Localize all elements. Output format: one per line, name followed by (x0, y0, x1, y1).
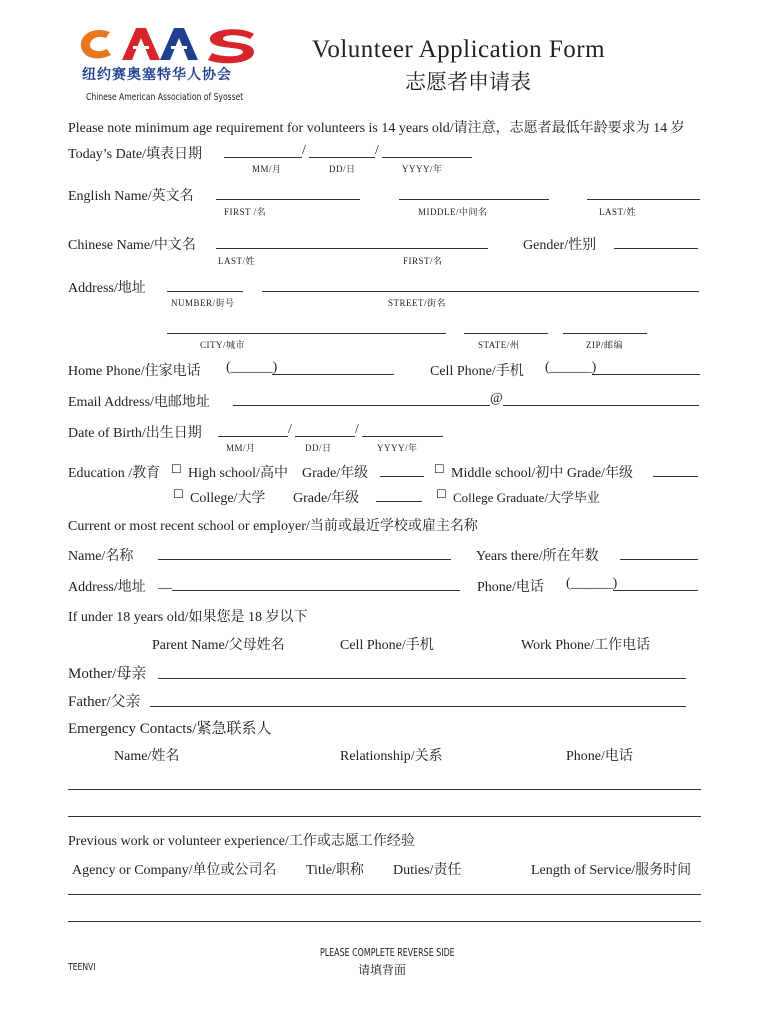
address-city-field[interactable] (167, 333, 446, 334)
under18-label: If under 18 years old/如果您是 18 岁以下 (68, 610, 308, 625)
english-middle-field[interactable] (399, 199, 549, 200)
email-label: Email Address/电邮地址 (68, 395, 210, 410)
high-school-label: High school/高中 (188, 466, 288, 481)
emergency-line-2[interactable] (68, 816, 701, 817)
middle-caption: MIDDLE/中间名 (418, 207, 488, 217)
parent-work-header: Work Phone/工作电话 (521, 638, 651, 653)
address-label: Address/地址 (68, 281, 146, 296)
parent-cell-header: Cell Phone/手机 (340, 638, 434, 653)
previous-label: Previous work or volunteer experience/工作或志愿工作经验 (68, 834, 415, 849)
length-header: Length of Service/服务时间 (531, 863, 692, 878)
dob-mm-caption: MM/月 (226, 443, 256, 453)
college-grade-label: Grade/年级 (293, 491, 360, 506)
dob-day-field[interactable] (295, 436, 355, 437)
today-year-field[interactable] (382, 157, 472, 158)
city-caption: CITY/城市 (200, 340, 245, 350)
reverse-side-note: PLEASE COMPLETE REVERSE SIDE (320, 946, 455, 959)
school-address-label: Address/地址 (68, 580, 146, 595)
home-phone-label: Home Phone/住家电话 (68, 364, 201, 379)
yyyy-caption: YYYY/年 (402, 164, 443, 174)
gender-field[interactable] (614, 248, 698, 249)
email-user-field[interactable] (233, 405, 490, 406)
email-domain-field[interactable] (503, 405, 699, 406)
english-name-label: English Name/英文名 (68, 189, 194, 204)
age-notice: Please note minimum age requirement for volunteers is 14 years old/请注意，志愿者最低年龄要求为 14 岁 (68, 121, 685, 136)
first-caption: FIRST /名 (224, 207, 267, 217)
number-caption: NUMBER/街号 (171, 298, 235, 308)
home-area-code: (______) (226, 360, 278, 375)
chinese-name-field[interactable] (216, 248, 488, 249)
reverse-side-note-chinese: 请填背面 (358, 963, 407, 977)
school-area-code: (______) (566, 576, 618, 591)
ms-grade-field[interactable] (653, 476, 698, 477)
school-phone-field[interactable] (613, 590, 698, 591)
duties-header: Duties/责任 (393, 863, 462, 878)
years-there-label: Years there/所在年数 (476, 549, 599, 564)
today-date-label: Today’s Date/填表日期 (68, 147, 202, 162)
gender-label: Gender/性别 (523, 238, 597, 253)
middle-school-checkbox[interactable]: ☐ (434, 462, 445, 476)
college-checkbox[interactable]: ☐ (173, 487, 184, 501)
college-grad-checkbox[interactable]: ☐ (436, 487, 447, 501)
chinese-name-label: Chinese Name/中文名 (68, 238, 196, 253)
experience-line-2[interactable] (68, 921, 701, 922)
dd-caption: DD/日 (329, 164, 356, 174)
org-name-english: Chinese American Association of Syosset (86, 92, 244, 103)
org-logo (78, 24, 258, 84)
dob-year-field[interactable] (362, 436, 443, 437)
address-state-field[interactable] (464, 333, 548, 334)
cell-phone-field[interactable] (592, 374, 700, 375)
email-at-sign: @ (490, 391, 503, 406)
school-name-label: Name/名称 (68, 549, 134, 564)
hs-grade-field[interactable] (380, 476, 424, 477)
date-separator: / (355, 422, 359, 437)
date-separator: / (375, 143, 379, 158)
cell-area-code: (______) (545, 360, 597, 375)
home-phone-field[interactable] (272, 374, 394, 375)
state-caption: STATE/州 (478, 340, 520, 350)
english-last-field[interactable] (587, 199, 700, 200)
dob-month-field[interactable] (218, 436, 288, 437)
college-grade-field[interactable] (376, 501, 422, 502)
cell-phone-label: Cell Phone/手机 (430, 364, 524, 379)
school-address-prefix: __ (158, 576, 172, 591)
mm-caption: MM/月 (252, 164, 282, 174)
footer-code: TEENVI (68, 962, 96, 973)
address-number-field[interactable] (167, 291, 243, 292)
today-month-field[interactable] (224, 157, 302, 158)
school-address-field[interactable] (172, 590, 460, 591)
parent-name-header: Parent Name/父母姓名 (152, 638, 285, 653)
date-separator: / (288, 422, 292, 437)
emergency-name-header: Name/姓名 (114, 749, 180, 764)
education-label: Education /教育 (68, 466, 161, 481)
hs-grade-label: Grade/年级 (302, 466, 369, 481)
logo-graphic (78, 24, 258, 64)
mother-field[interactable] (158, 678, 686, 679)
street-caption: STREET/街名 (388, 298, 446, 308)
emergency-relationship-header: Relationship/关系 (340, 749, 443, 764)
emergency-label: Emergency Contacts/紧急联系人 (68, 721, 272, 737)
cn-first-caption: FIRST/名 (403, 256, 443, 266)
org-name-chinese: 纽约赛奥塞特华人协会 (82, 67, 232, 83)
college-grad-label: College Graduate/大学毕业 (453, 490, 600, 505)
school-phone-label: Phone/电话 (477, 580, 544, 595)
form-title-english: Volunteer Application Form (312, 36, 606, 63)
last-caption: LAST/姓 (599, 207, 637, 217)
english-first-field[interactable] (216, 199, 360, 200)
address-street-field[interactable] (262, 291, 699, 292)
emergency-phone-header: Phone/电话 (566, 749, 633, 764)
today-day-field[interactable] (309, 157, 375, 158)
dob-dd-caption: DD/日 (305, 443, 332, 453)
form-title-chinese: 志愿者申请表 (405, 70, 531, 94)
dob-label: Date of Birth/出生日期 (68, 426, 202, 441)
middle-school-label: Middle school/初中 Grade/年级 (451, 466, 633, 481)
father-label: Father/父亲 (68, 694, 141, 710)
mother-label: Mother/母亲 (68, 666, 147, 682)
address-zip-field[interactable] (563, 333, 647, 334)
cn-last-caption: LAST/姓 (218, 256, 256, 266)
emergency-line-1[interactable] (68, 789, 701, 790)
college-label: College/大学 (190, 491, 266, 506)
agency-header: Agency or Company/单位或公司名 (72, 863, 277, 878)
current-school-label: Current or most recent school or employer/当前或最近学校或雇主名称 (68, 519, 478, 534)
title-header: Title/职称 (306, 863, 364, 878)
school-name-field[interactable] (158, 559, 451, 560)
experience-line-1[interactable] (68, 894, 701, 895)
zip-caption: ZIP/邮编 (586, 340, 624, 350)
years-there-field[interactable] (620, 559, 698, 560)
father-field[interactable] (150, 706, 686, 707)
date-separator: / (302, 143, 306, 158)
dob-yyyy-caption: YYYY/年 (377, 443, 418, 453)
high-school-checkbox[interactable]: ☐ (171, 462, 182, 476)
